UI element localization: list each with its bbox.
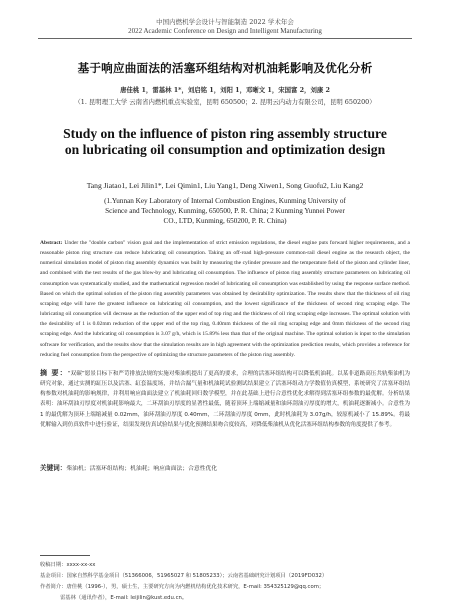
english-title: Study on the influence of piston ring assembly structure on lubricating oil consumption and optimization design <box>63 126 387 157</box>
footnote-funding: 基金项目：国家自然科学基金项目（51366006，51965027 和 51805233）；云南省基础研究计划项目（2019FD032） <box>40 573 328 579</box>
abstract-text: Under the "double carbon" vision goal and the implementation of strict emission regulations, the diesel engine puts forward higher requirements, and a reasonable piston ring structure can reduce lubricating oil consumption. Taking an off-road high-pressure common-rail diesel engine as the research object, the numerical simulation model of piston ring assembly dynamics was built by measuring the cylinder pressure and the temperature field of the piston and cylinder liner, and combined with the test results of the gas blow-by and lubricating oil consumption. The influence of piston ring assembly structure parameters on lubricating oil consumption was systematically studied, and the mathematical regression model of lubricating oil consumption was established by using the response surface method. Based on which the optimal solution of the piston ring assembly parameters was obtained by desirability optimization. The results show that the thickness of oil ring scraping edge will have the greatest influence on lubricating oil consumption, and the lowest significance of the thickness of second ring scraping edge. The lubricating oil consumption will decrease as the reduction of the upper end of top ring and the thickness of oil ring scraping edge increases. The optimal solution with the desirability of 1 is 0.02mm reduction of the upper end of the top ring, 0.40mm thickness of the oil ring scraping edge and 0mm thickness of the second ring scraping edge. And the lubricating oil consumption is 3.07 g/h, which is 15.89% less than that of the original machine. The optimal solution is input to the simulation software for verification, and the results show that the simulation results are in high agreement with the optimization prediction results, which provides a reference for reducing fuel consumption from the perspective of optimizing the structure parameters of the piston ring assembly. <box>40 240 410 358</box>
conference-header-en: 2022 Academic Conference on Design and Intelligent Manufacturing <box>128 27 322 35</box>
chinese-abstract <box>40 368 410 430</box>
cn-abstract-text: “双碳”愿景目标下和严苛排放法规的实施对柴油机提出了更高的要求，合理的活塞环组结构可以降低机油耗。以某非道路高压共轨柴油机为研究对象，通过实测的缸压以及活塞、缸套温度场，并结合漏气量和机油耗试验测试结果建立了活塞环组动力学数值仿真模型，系统研究了活塞环组结构参数对机油耗的影响规律，并利用响应曲面法建立了机油耗回归数学模型，并在此基础上进行合意性优化求解得到活塞环组参数的最优解。分析结果表明：油环刮油刃厚度对机油耗影响最大，二环刮油刃厚度的显著性最低，随着顶环上端缩减量和油环刮油刃厚度的增大，机油耗逐渐减小。合意性为 1 的最优解为顶环上端缩减量 0.02mm，油环刮油刃厚度 0.40mm，二环刮油刃厚度 0mm，此时机油耗为 3.07g/h，较原机减小了 15.89%。将最优解输入到仿真软件中进行验证，结果发现仿真试验结果与优化预测结果吻合度较高，对降低柴油机从优化活塞环组结构参数的角度提供了参考。 <box>40 371 410 428</box>
footnote-rule <box>40 555 90 556</box>
footnote-corresponding: 雷基林（通讯作者），E-mail: leijilin@kust.edu.cn。 <box>60 595 188 601</box>
cn-keywords-text: 柴油机；活塞环组结构；机油耗；响应曲面法；合意性优化 <box>66 466 218 472</box>
cn-keywords-label: 关键词： <box>40 464 67 472</box>
footnote-received: 收稿日期：xxxx-xx-xx <box>40 562 96 568</box>
english-affiliation: (1.Yunnan Key Laboratory of Internal Combustion Engines, Kunming University of Science and Technology, Kunming, 650500, P. R. China; 2 Kunming Yunnei Power CO., LTD, Kunming, 650200, P. R. China) <box>104 197 346 225</box>
cn-abstract-label: 摘 要： <box>40 369 68 377</box>
english-authors: Tang Jiatao1, Lei Jilin1*, Lei Qimin1, Liu Yang1, Deng Xiwen1, Song Guofu2, Liu Kang2 <box>86 181 364 190</box>
english-abstract <box>40 238 410 360</box>
header-rule <box>38 38 412 39</box>
chinese-keywords <box>40 462 410 472</box>
conference-header-cn: 中国内燃机学会设计与智能制造 2022 学术年会 <box>156 18 294 26</box>
chinese-title: 基于响应曲面法的活塞环组结构对机油耗影响及优化分析 <box>77 61 373 75</box>
footnote-author-bio: 作者简介：唐佳桃（1996-），男，硕士生，主要研究方向为内燃机结构优化技术研究，E-mail: 354325129@qq.com； <box>40 584 325 590</box>
chinese-affiliation: （1. 昆明理工大学 云南省内燃机重点实验室，昆明 650500；2. 昆明云内动力有限公司，昆明 650200） <box>74 98 376 106</box>
chinese-authors: 唐佳桃 1，雷基林 1*，刘启铭 1，刘阳 1，邓晰文 1，宋国富 2，刘康 2 <box>120 86 330 94</box>
abstract-label: Abstract: <box>40 240 63 246</box>
